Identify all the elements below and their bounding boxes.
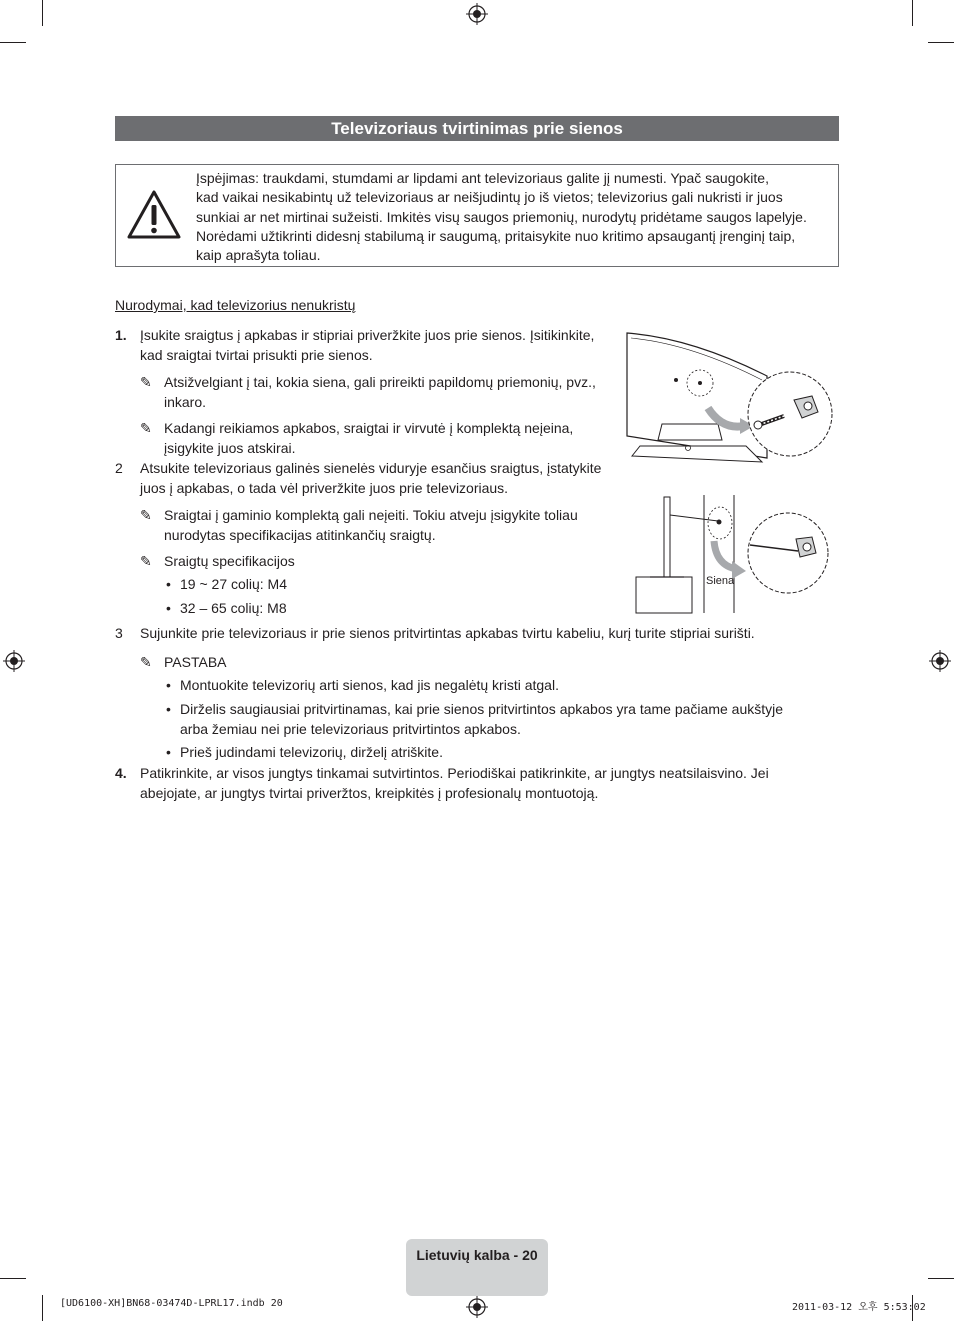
file-imprint: [UD6100-XH]BN68-03474D-LPRL17.indb 20 [60,1298,283,1309]
note: ✎ Kadangi reikiamos apkabos, sraigtai ir virvutė į komplektą neįeina, įsigykite juos atskirai. [140,420,574,456]
warning-box [115,164,839,267]
page-number-tab: Lietuvių kalba - 20 [406,1239,548,1296]
note-pencil-icon: ✎ [140,420,152,436]
section-subheading: Nurodymai, kad televizorius nenukristų [115,297,356,313]
crop-mark [0,42,26,43]
registration-mark-icon [466,3,488,25]
step-number: 4. [115,765,127,781]
step-number: 3 [115,625,123,641]
note: ✎ Atsižvelgiant į tai, kokia siena, gali prireikti papildomų priemonių, pvz., inkaro. [140,374,596,410]
note: ✎ Sraigtai į gaminio komplektą gali neįeiti. Tokiu atveju įsigykite toliau nurodytas specifikacijas atitinkančių sraigtų. [140,507,578,543]
wall-label: Siena [706,575,735,587]
note-pencil-icon: ✎ [140,553,152,569]
crop-mark [928,1278,954,1279]
step-text: Sujunkite prie televizoriaus ir prie sienos pritvirtintas apkabas tvirtu kabeliu, kurį turite stipriai surišti. [140,625,755,641]
step-text: Patikrinkite, ar visos jungtys tinkamai sutvirtintos. Periodiškai patikrinkite, ar jungtys neatsilaisvino. Jei abejojate, ar jungtys tvirtai priveržtos, kreipkitės į profesionalų montuotoją. [140,765,769,801]
tv-back-illustration [622,328,834,480]
warning-triangle-icon [126,189,182,241]
timestamp-imprint: 2011-03-12 오후 5:53:02 [792,1302,926,1313]
note: ✎ Sraigtų specifikacijos [140,552,162,572]
warning-text: Įspėjimas: traukdami, stumdami ar lipdami ant televizoriaus galite jį numesti. Ypač saugokite, kad vaikai nesikabintų už televizoriaus ar neišjudintų jo iš vietos; televizorius gali nukristi ir juos sunkiai ar net mirtinai sužeisti. Imkitės visų saugos priemonių, nurodytų pridėtame saugos lapelyje. Norėdami užtikrinti didesnį stabilumą ir saugumą, pritaisykite nuo kritimo apsaugantį įrenginį taip, kaip aprašyta toliau. [196,170,807,264]
crop-mark [928,42,954,43]
note-pencil-icon: ✎ [140,654,152,670]
note-pencil-icon: ✎ [140,507,152,523]
registration-mark-icon [466,1296,488,1318]
page-title: Televizoriaus tvirtinimas prie sienos [115,116,839,141]
step-number: 2 [115,460,123,476]
registration-mark-icon [3,650,25,672]
crop-mark [0,1278,26,1279]
registration-mark-icon [929,650,951,672]
step-text: Atsukite televizoriaus galinės sienelės viduryje esančius sraigtus, įstatykite juos į apkabas, o tada vėl priveržkite juos prie televizoriaus. [140,460,602,496]
warning-label: Įspėjimas [196,170,256,186]
note: ✎ PASTABA [140,653,162,673]
crop-mark [42,0,43,26]
crop-mark [912,0,913,26]
wall-side-illustration [632,493,834,615]
crop-mark [42,1295,43,1321]
step-number: 1. [115,327,127,343]
note-pencil-icon: ✎ [140,374,152,390]
step-text: Įsukite sraigtus į apkabas ir stipriai priveržkite juos prie sienos. Įsitikinkite, kad sraigtai tvirtai prisukti prie sienos. [140,327,595,363]
